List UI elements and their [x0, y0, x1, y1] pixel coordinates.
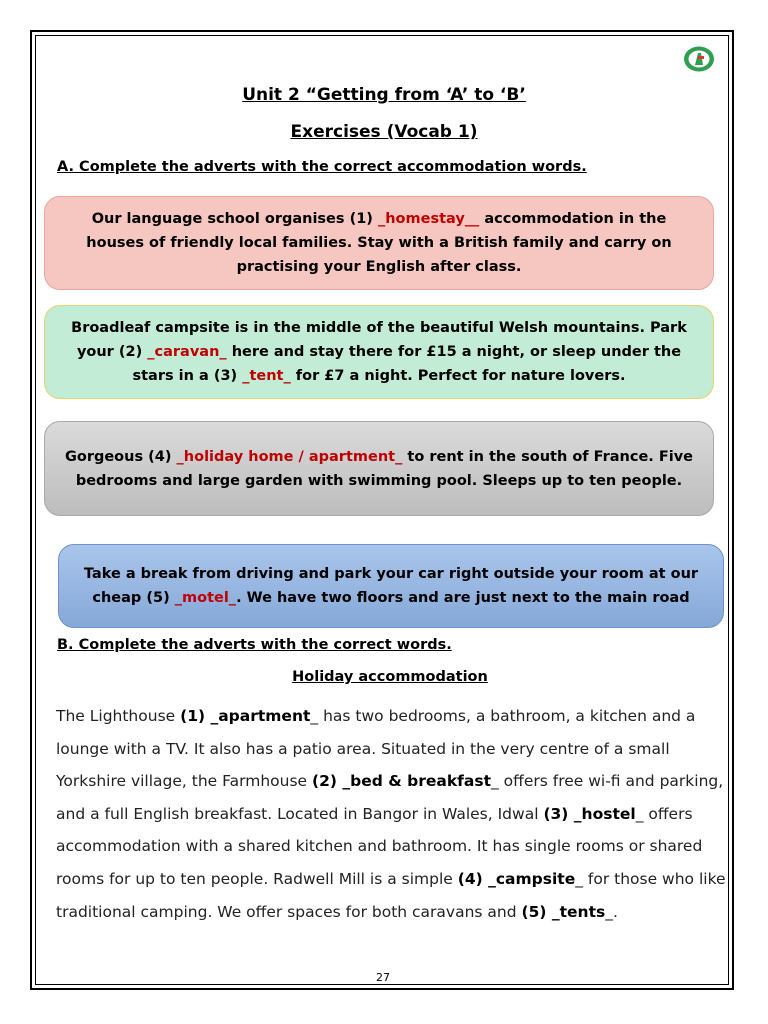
advert-text-segment: here and stay there for £15 a night, or sleep under the stars in a (3) — [132, 344, 682, 384]
blank-number: (5) — [521, 902, 552, 921]
answer-homestay: _homestay__ — [377, 211, 480, 227]
section-b-heading: B. Complete the adverts with the correct words. — [57, 637, 452, 653]
paragraph-text: _ offers accommodation with a shared kitchen and bathroom. It has single rooms or shared rooms for up to ten people. Radwell Mill is a simple — [56, 804, 703, 888]
answer-apartment: _apartment — [210, 707, 311, 725]
advert-box-holiday-home — [44, 421, 714, 516]
section-b-subtitle: Holiday accommodation — [292, 669, 488, 685]
paragraph-text: The Lighthouse — [56, 707, 181, 725]
answer-caravan: _caravan_ — [147, 344, 227, 360]
holiday-accommodation-paragraph — [56, 700, 728, 928]
advert-box-motel — [58, 544, 724, 628]
section-a-heading: A. Complete the adverts with the correct accommodation words. — [57, 159, 587, 175]
advert-text-segment: . We have two floors and are just next to the main road — [236, 590, 690, 606]
advert-text — [63, 316, 695, 388]
advert-text-segment: for £7 a night. Perfect for nature lovers. — [290, 368, 626, 384]
advert-text-segment: to rent in the south of France. Five bedrooms and large garden with swimming pool. Sleeps up to ten people. — [75, 448, 694, 489]
blank-number: (3) — [543, 804, 574, 823]
unit-title: Unit 2 “Getting from ‘A’ to ‘B’ — [242, 85, 526, 105]
answer-hostel: _hostel — [573, 804, 636, 823]
answer-holiday-home: _holiday home / apartment_ — [176, 448, 403, 465]
advert-box-campsite — [44, 305, 714, 399]
advert-text-segment: Gorgeous (4) — [64, 448, 177, 465]
advert-box-homestay — [44, 196, 714, 290]
paragraph-text: _. — [605, 902, 618, 921]
advert-text-segment: Take a break from driving and park your car right outside your room at our cheap (5) — [83, 566, 699, 606]
blank-number: (1) — [180, 707, 211, 725]
advert-text-segment: accommodation in the houses of friendly local families. Stay with a British family and carry on practising your English after class. — [86, 211, 672, 275]
advert-text — [63, 445, 695, 493]
blank-number: (4) — [457, 869, 489, 888]
answer-bed-and-breakfast: _bed & breakfast — [342, 772, 491, 791]
answer-tent: _tent_ — [242, 368, 291, 384]
exercise-title: Exercises (Vocab 1) — [290, 122, 478, 142]
paragraph-text: _ for those who like traditional camping. We offer spaces for both caravans and — [56, 869, 726, 921]
answer-tents: _tents — [551, 902, 606, 921]
advert-text-segment: Broadleaf campsite is in the middle of the beautiful Welsh mountains. Park your (2) — [71, 320, 687, 360]
advert-text — [77, 562, 705, 610]
school-logo-icon — [682, 44, 716, 74]
page-number: 27 — [376, 971, 390, 984]
advert-text — [63, 207, 695, 279]
paragraph-text: _ has two bedrooms, a bathroom, a kitchen and a lounge with a TV. It also has a patio area. Situated in the very centre of a small Yorkshire village, the Farmhouse — [56, 707, 696, 791]
answer-campsite: _campsite — [488, 869, 576, 888]
advert-text-segment: Our language school organises (1) — [91, 211, 378, 227]
answer-motel: _motel_ — [174, 590, 237, 606]
paragraph-text: _ offers free wi-fi and parking, and a full English breakfast. Located in Bangor in Wales, Idwal — [56, 772, 724, 823]
blank-number: (2) — [312, 772, 343, 791]
